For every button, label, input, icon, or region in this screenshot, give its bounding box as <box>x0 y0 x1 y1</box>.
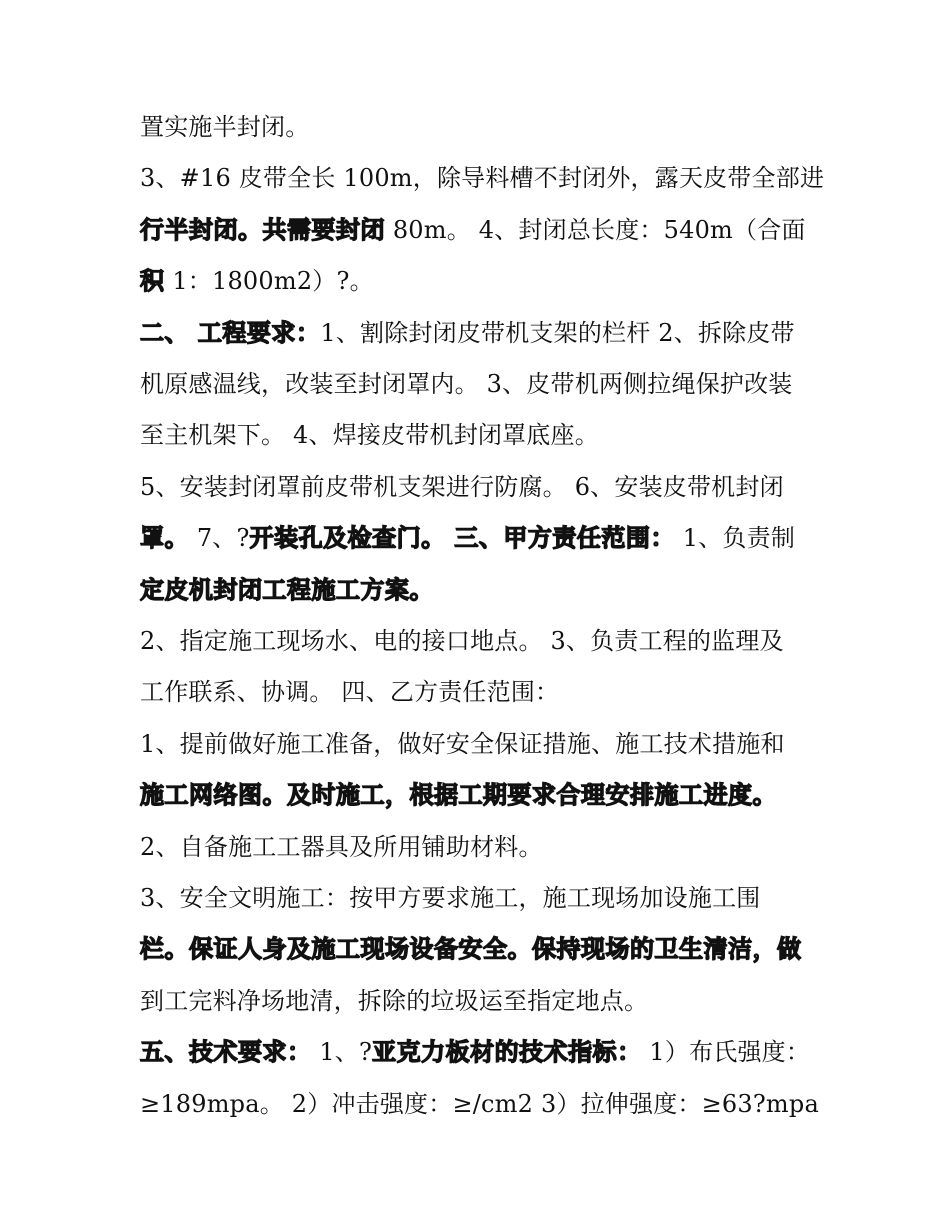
text-segment: 1、? <box>311 1038 373 1067</box>
text-line <box>140 729 785 759</box>
text-line <box>140 523 795 553</box>
text-line <box>140 163 824 193</box>
outlined-text-segment: 定皮机封闭工程施工方案。 <box>140 575 434 604</box>
text-segment: 1、割除封闭皮带机支架的栏杆 2、拆除皮带 <box>320 318 795 347</box>
outlined-text-segment: 五、技术要求： <box>140 1038 312 1067</box>
text-segment: 2、指定施工现场水、电的接口地点。 3、负责工程的监理及 <box>140 627 784 655</box>
outlined-text-segment: 栏。保证人身及施工现场设备安全。保持现场的卫生清洁，做 <box>140 935 802 964</box>
text-line <box>140 626 784 656</box>
text-line <box>140 420 599 450</box>
text-segment: 置实施半封闭。 <box>140 113 310 141</box>
text-segment: 机原感温线，改装至封闭罩内。 3、皮带机两侧拉绳保护改装 <box>140 370 793 398</box>
text-line <box>140 215 806 245</box>
text-segment: 至主机架下。 4、焊接皮带机封闭罩底座。 <box>140 421 599 450</box>
text-line <box>140 112 309 142</box>
outlined-text-segment: 亚克力板材的技术指标： <box>372 1038 642 1067</box>
text-line <box>140 780 777 810</box>
text-segment: 7、? <box>189 524 250 553</box>
text-segment: 工作联系、协调。 四、乙方责任范围： <box>140 678 560 707</box>
text-segment: 2、自备施工工器具及所用铺助材料。 <box>140 832 543 861</box>
text-line <box>140 832 543 862</box>
text-line <box>140 575 434 605</box>
text-line <box>140 677 559 707</box>
text-line <box>140 266 374 296</box>
text-segment: 1、提前做好施工准备，做好安全保证措施、施工技术措施和 <box>140 729 785 758</box>
text-segment: 80m。 4、封闭总长度：540m（合面 <box>385 215 806 244</box>
text-line <box>140 1089 819 1119</box>
text-line <box>140 883 760 913</box>
text-segment: 3、#16 皮带全长 100m，除导料槽不封闭外，露天皮带全部进 <box>140 164 825 193</box>
outlined-text-segment: 施工网络图。及时施工，根据工期要求合理安排施工进度。 <box>140 781 777 810</box>
outlined-text-segment: 行半封闭。共需要封闭 <box>140 215 385 244</box>
outlined-text-segment: 积 <box>140 267 165 296</box>
text-segment: 1、负责制 <box>674 524 796 553</box>
text-segment: 3、安全文明施工：按甲方要求施工，施工现场加设施工围 <box>140 884 761 912</box>
text-line <box>140 986 648 1016</box>
text-line <box>140 369 793 399</box>
text-line <box>140 318 795 348</box>
outlined-text-segment: 开装孔及检查门。 三、甲方责任范围： <box>249 524 675 553</box>
text-line <box>140 934 802 964</box>
text-line <box>140 1037 810 1067</box>
text-line <box>140 472 784 502</box>
text-segment: 1：1800m2）?。 <box>164 267 374 296</box>
text-segment: 到工完料净场地清，拆除的垃圾运至指定地点。 <box>140 986 649 1015</box>
outlined-text-segment: 二、 工程要求： <box>140 318 321 347</box>
text-segment: 5、安装封闭罩前皮带机支架进行防腐。 6、安装皮带机封闭 <box>140 472 784 501</box>
text-segment: ≥189mpa。 2）冲击强度：≥/cm2 3）拉伸强度：≥63?mpa <box>140 1089 819 1118</box>
outlined-text-segment: 罩。 <box>140 524 189 553</box>
text-segment: 1）布氏强度： <box>641 1038 811 1067</box>
